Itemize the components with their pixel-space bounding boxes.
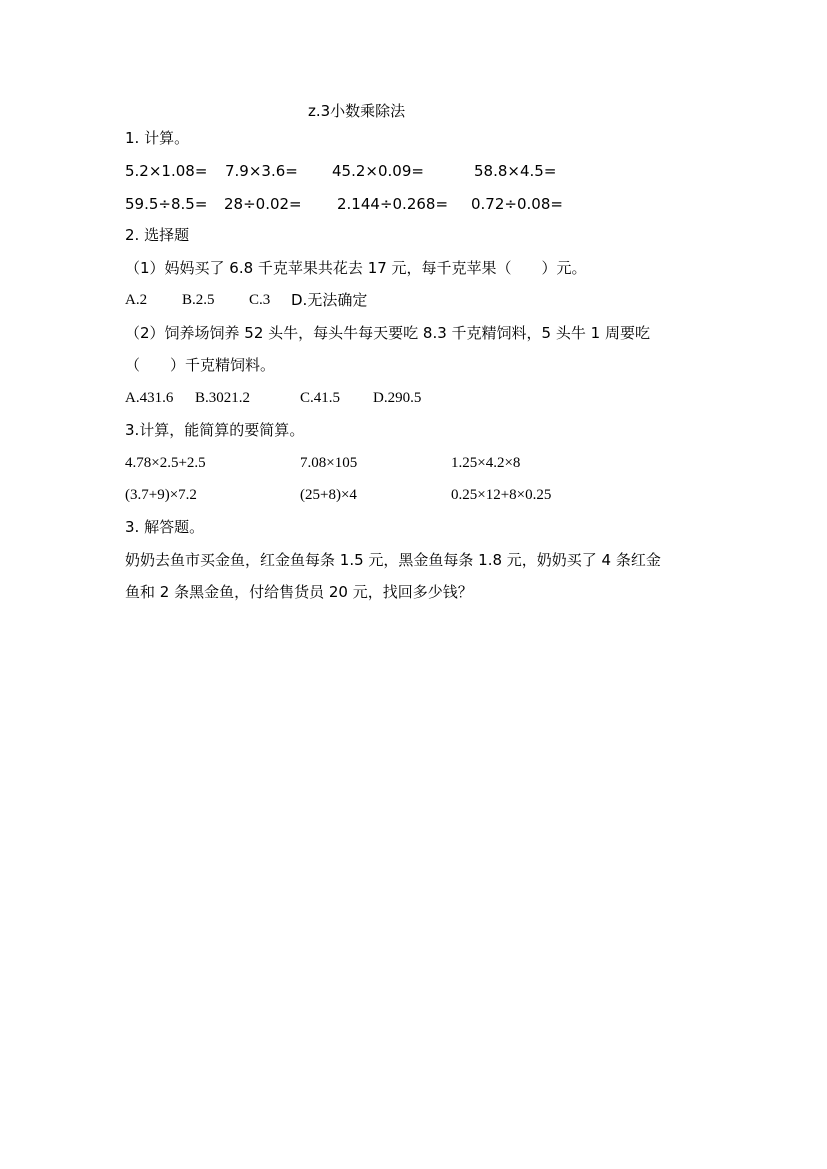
calc-item: 0.72÷0.08= (471, 195, 563, 213)
calc-item: 5.2×1.08= (125, 162, 208, 180)
option-d: D.无法确定 (291, 291, 368, 309)
question-2-line1: （2）饲养场饲养 52 头牛，每头牛每天要吃 8.3 千克精饲料，5 头牛 1 周要吃 (125, 324, 650, 342)
section4-heading: 3. 解答题。 (125, 518, 205, 536)
calc-item: 59.5÷8.5= (125, 195, 208, 213)
section3-heading: 3.计算，能简算的要简算。 (125, 421, 305, 439)
option-a: A.431.6 (125, 390, 174, 406)
calc-item: 7.9×3.6= (225, 162, 298, 180)
calc-item: 45.2×0.09= (332, 162, 424, 180)
calc-item: 2.144÷0.268= (337, 195, 449, 213)
option-d: D.290.5 (373, 390, 422, 406)
calc-item: (3.7+9)×7.2 (125, 487, 197, 503)
calc-item: 4.78×2.5+2.5 (125, 455, 206, 471)
word-problem-line1: 奶奶去鱼市买金鱼，红金鱼每条 1.5 元，黑金鱼每条 1.8 元，奶奶买了 4 条红金 (125, 551, 661, 569)
word-problem-line2: 鱼和 2 条黑金鱼，付给售货员 20 元，找回多少钱？ (125, 583, 473, 601)
calc-item: (25+8)×4 (300, 487, 357, 503)
calc-item: 7.08×105 (300, 455, 358, 471)
page-title: z.3小数乘除法 (308, 102, 406, 120)
question-1: （1）妈妈买了 6.8 千克苹果共花去 17 元，每千克苹果（ ）元。 (125, 259, 587, 277)
option-c: C.41.5 (300, 390, 341, 406)
option-a: A.2 (125, 292, 148, 308)
section1-heading: 1. 计算。 (125, 129, 190, 147)
calc-item: 58.8×4.5= (474, 162, 557, 180)
calc-item: 1.25×4.2×8 (451, 455, 521, 471)
option-c: C.3 (249, 292, 271, 308)
option-b: B.2.5 (182, 292, 215, 308)
calc-item: 28÷0.02= (224, 195, 302, 213)
section2-heading: 2. 选择题 (125, 226, 190, 244)
question-2-line2: （ ）千克精饲料。 (125, 356, 276, 374)
option-b: B.3021.2 (195, 390, 251, 406)
calc-item: 0.25×12+8×0.25 (451, 487, 552, 503)
